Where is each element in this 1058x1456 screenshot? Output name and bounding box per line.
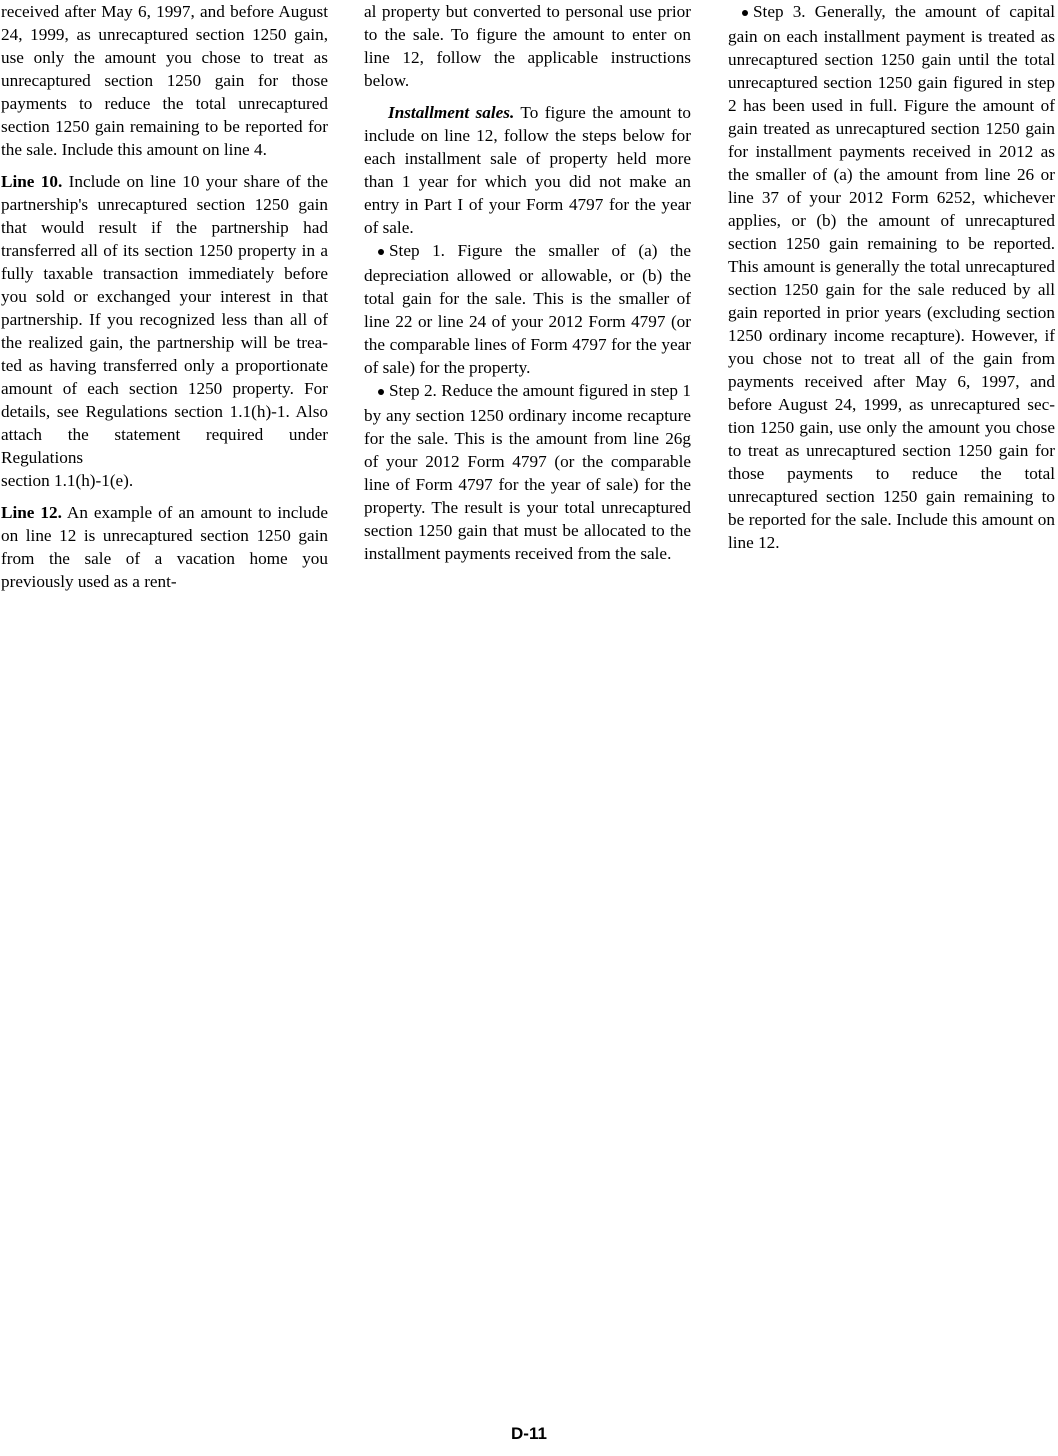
line-10-text: Include on line 10 your share of the partnership's unrecaptured section 1250 gain that would result if the partnership had transferred all of its section 1250 property in a fully taxable transaction immediately before you sold or exchanged your interest in that partnership. If you recognized less than all of the realized gain, the partnership will be treated as having transferred only a proportionate amount of each section 1250 property. For details, see Regulations section 1.1(h)-1. Also attach the statement required under Regulations xyxy=(1,172,328,467)
line-12-paragraph xyxy=(1,501,328,593)
installment-sales-text: To figure the amount to include on line 12, follow the steps below for each installment sale of property held more than 1 year for which you did not make an entry in Part I of your Form 4797 for the year of sale. xyxy=(364,103,691,237)
continued-paragraph-2: al property but converted to personal use prior to the sale. To figure the amount to enter on line 12, follow the applicable instructions below. xyxy=(364,2,691,90)
text-column-1 xyxy=(1,0,328,593)
bullet-icon xyxy=(364,380,389,403)
step-3-text: Step 3. Generally, the amount of capital gain on each installment payment is treated as unrecaptured section 1250 gain until the total unrecaptured section 1250 gain figured in step 2 has been used in full. Figure the amount of gain treated as unrecaptured section 1250 gain for installment payments received in 2012 as the smaller of (a) the amount from line 26 or line 37 of your 2012 Form 6252, whichever applies, or (b) the amount of unrecaptured section 1250 gain remaining to be reported. This amount is generally the total unrecaptured section 1250 gain for the sale reduced by all gain reported in prior years (excluding section 1250 ordinary income recapture). However, if you chose not to treat all of the gain from payments received after May 6, 1997, and before August 24, 1999, as unrecaptured section 1250 gain, use only the amount you chose to treat as unrecaptured section 1250 gain for those payments to reduce the total unrecaptured section 1250 gain remaining to be reported for the sale. Include this amount on line 12. xyxy=(728,2,1055,552)
continued-paragraph: received after May 6, 1997, and before August 24, 1999, as unrecaptured section 1250 gain, use only the amount you chose to treat as unrecaptured section 1250 gain for those payments to reduce the total unrecaptured section 1250 gain remaining to be reported for the sale. Include this amount on line 4. xyxy=(1,2,328,159)
text-column-3 xyxy=(728,0,1055,554)
installment-sales-paragraph xyxy=(364,101,691,239)
step-2-item xyxy=(364,379,691,565)
installment-sales-heading: Installment sales. xyxy=(388,103,515,122)
bullet-icon xyxy=(728,1,753,24)
line-12-text: An example of an amount to include on line 12 is unrecaptured section 1250 gain from the sale of a vacation home you previously used as a rent- xyxy=(1,503,328,591)
line-10-text-tail: section 1.1(h)-1(e). xyxy=(1,471,134,490)
line-12-heading: Line 12. xyxy=(1,503,62,522)
step-3-item xyxy=(728,0,1055,554)
bullet-icon xyxy=(364,240,389,263)
step-1-item xyxy=(364,239,691,379)
step-1-text: Step 1. Figure the smaller of (a) the depreciation allowed or allowable, or (b) the total gain for the sale. This is the smaller of line 22 or line 24 of your 2012 Form 4797 (or the comparable lines of Form 4797 for the year of sale) for the property. xyxy=(364,241,691,377)
step-2-text: Step 2. Reduce the amount figured in step 1 by any section 1250 ordinary income recapture for the sale. This is the amount from line 26g of your 2012 Form 4797 (or the comparable line of Form 4797 for the year of sale) for the property. The result is your total unrecaptured section 1250 gain that must be allocated to the installment payments received from the sale. xyxy=(364,381,691,563)
line-10-heading: Line 10. xyxy=(1,172,63,191)
line-10-paragraph xyxy=(1,170,328,469)
page-number: D-11 xyxy=(511,1424,547,1443)
text-column-2 xyxy=(364,0,691,565)
